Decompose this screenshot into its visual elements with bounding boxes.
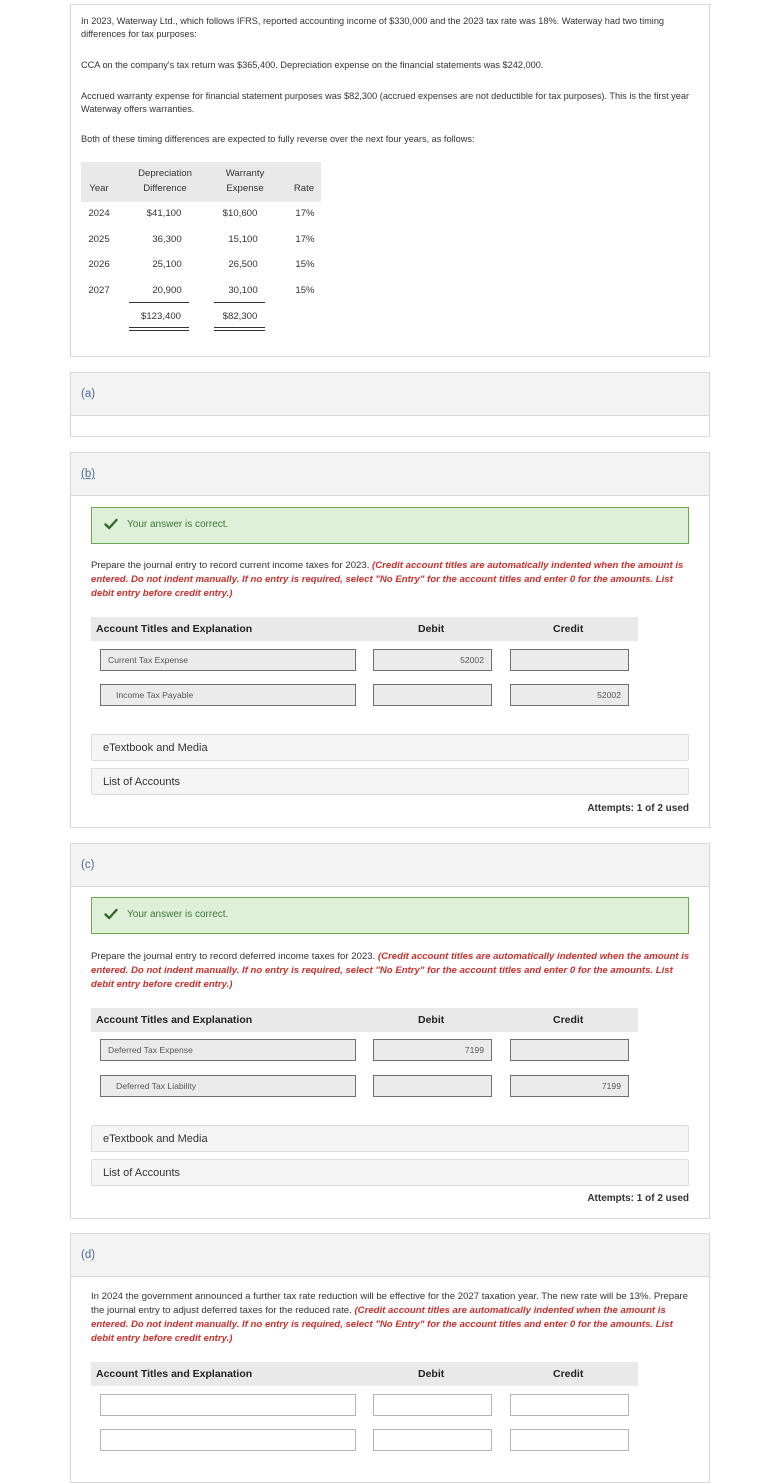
account-title-input[interactable] [100,649,356,671]
list-of-accounts-label: List of Accounts [103,776,181,788]
debit-input[interactable] [373,649,492,671]
header-credit: Credit [553,1368,584,1380]
credit-input[interactable] [510,1394,629,1416]
journal-header [91,1362,638,1386]
account-title-value: Current Tax Expense [108,655,189,665]
account-title-input[interactable] [100,1394,356,1416]
correct-status-text: Your answer is correct. [127,909,229,920]
instruction-text: In 2024 the government announced a further tax rate reduction will be effective for the 2027 taxation year. The new rate will be 13%. Prepare the journal entry to adjust deferred taxes for the reduced rate. [91,1291,688,1316]
credit-input[interactable] [510,649,629,671]
list-of-accounts-link[interactable] [91,768,689,795]
header-rate: Rate [293,183,315,194]
checkmark-icon [104,907,118,921]
debit-value: 52002 [460,655,484,665]
account-title-input[interactable] [100,1429,356,1451]
table-row-year: 2026 [88,259,110,270]
table-row-rate: 17% [295,234,315,245]
etextbook-media-link[interactable] [91,1125,689,1152]
part-c-label[interactable]: (c) [81,859,95,871]
list-of-accounts-label: List of Accounts [103,1167,181,1179]
total-double-underline [214,327,265,328]
instruction-text: Prepare the journal entry to record current income taxes for 2023. [91,560,370,571]
debit-input[interactable] [373,1429,492,1451]
attempts-counter: Attempts: 1 of 2 used [587,1193,689,1204]
credit-input[interactable] [510,1039,629,1061]
part-d-header[interactable] [71,1234,709,1277]
table-row-warranty: $10,600 [222,208,258,219]
header-debit: Debit [418,1014,445,1026]
instruction-note: (Credit account titles are automatically indented when the amount is entered. Do not indent manually. If no entry is required, select "No Entry" for the account titles and enter 0 for the amounts. List debit entry before credit entry.) [91,560,684,599]
account-title-value: Deferred Tax Expense [108,1045,193,1055]
table-row-rate: 15% [295,285,315,296]
credit-input[interactable] [510,684,629,706]
problem-paragraph-4: Both of these timing differences are expected to fully reverse over the next four years, as follows: [81,134,475,144]
total-double-underline [129,327,189,328]
table-row-depreciation: $41,100 [146,208,182,219]
account-title-input[interactable] [100,1039,356,1061]
account-title-value: Income Tax Payable [116,690,194,700]
etextbook-label: eTextbook and Media [103,1133,208,1145]
instruction-text: Prepare the journal entry to record deferred income taxes for 2023. [91,951,376,962]
instruction-note: (Credit account titles are automatically indented when the amount is entered. Do not indent manually. If no entry is required, select "No Entry" for the account titles and enter 0 for the amounts. List debit entry before credit entry.) [91,951,690,990]
table-row-depreciation: 20,900 [152,285,182,296]
problem-paragraph-1: In 2023, Waterway Ltd., which follows IFRS, reported accounting income of $330,000 and the 2023 tax rate was 18%. Waterway had two timing differences for tax purposes: [81,16,665,39]
debit-input[interactable] [373,1394,492,1416]
correct-answer-banner [91,897,689,934]
subtotal-underline [214,302,265,303]
header-depreciation-line2: Difference [143,183,187,194]
debit-input[interactable] [373,1039,492,1061]
total-double-underline [129,330,189,331]
total-double-underline [214,330,265,331]
part-a-header[interactable] [71,373,709,416]
account-title-input[interactable] [100,1075,356,1097]
etextbook-label: eTextbook and Media [103,742,208,754]
checkmark-icon [104,517,118,531]
etextbook-media-link[interactable] [91,734,689,761]
credit-value: 52002 [597,690,621,700]
total-depreciation: $123,400 [140,311,181,322]
table-row-warranty: 30,100 [228,285,258,296]
header-credit: Credit [553,1014,584,1026]
account-title-input[interactable] [100,684,356,706]
attempts-counter: Attempts: 1 of 2 used [587,803,689,814]
part-b-header[interactable] [71,453,709,496]
debit-value: 7199 [464,1045,484,1055]
header-account-titles: Account Titles and Explanation [96,1014,253,1026]
problem-paragraph-2: CCA on the company's tax return was $365,400. Depreciation expense on the financial statements was $242,000. [81,60,544,70]
part-b-instruction [91,559,691,601]
header-warranty-line2: Expense [226,183,264,194]
debit-input[interactable] [373,1075,492,1097]
journal-header [91,1008,638,1032]
part-a-label[interactable]: (a) [81,388,96,400]
header-credit: Credit [553,623,584,635]
header-debit: Debit [418,623,445,635]
table-row-warranty: 26,500 [228,259,258,270]
total-warranty: $82,300 [222,311,258,322]
part-c-header[interactable] [71,844,709,887]
table-row-year: 2025 [88,234,110,245]
part-d-instruction [91,1290,691,1346]
table-row-depreciation: 25,100 [152,259,182,270]
header-warranty-line1: Warranty [225,168,265,179]
table-row-rate: 17% [295,208,315,219]
header-account-titles: Account Titles and Explanation [96,1368,253,1380]
subtotal-underline [129,302,189,303]
account-title-value: Deferred Tax Liability [116,1081,197,1091]
credit-input[interactable] [510,1075,629,1097]
journal-header [91,617,638,641]
problem-paragraph-3: Accrued warranty expense for financial statement purposes was $82,300 (accrued expenses are not deductible for tax purposes). This is the first year Waterway offers warranties. [81,91,690,114]
table-row-warranty: 15,100 [228,234,258,245]
table-row-year: 2027 [88,285,110,296]
header-depreciation-line1: Depreciation [138,168,192,179]
table-row-rate: 15% [295,259,315,270]
header-account-titles: Account Titles and Explanation [96,623,253,635]
instruction-note: (Credit account titles are automatically indented when the amount is entered. Do not indent manually. If no entry is required, select "No Entry" for the account titles and enter 0 for the amounts. List debit entry before credit entry.) [91,1305,673,1344]
debit-input[interactable] [373,684,492,706]
part-b-label[interactable]: (b) [81,468,96,480]
header-year: Year [89,183,109,194]
correct-answer-banner [91,507,689,544]
correct-status-text: Your answer is correct. [127,519,229,530]
list-of-accounts-link[interactable] [91,1159,689,1186]
header-debit: Debit [418,1368,445,1380]
part-d-label[interactable]: (d) [81,1249,96,1261]
credit-value: 7199 [601,1081,621,1091]
table-row-depreciation: 36,300 [152,234,182,245]
credit-input[interactable] [510,1429,629,1451]
table-row-year: 2024 [88,208,110,219]
part-c-instruction [91,950,691,992]
